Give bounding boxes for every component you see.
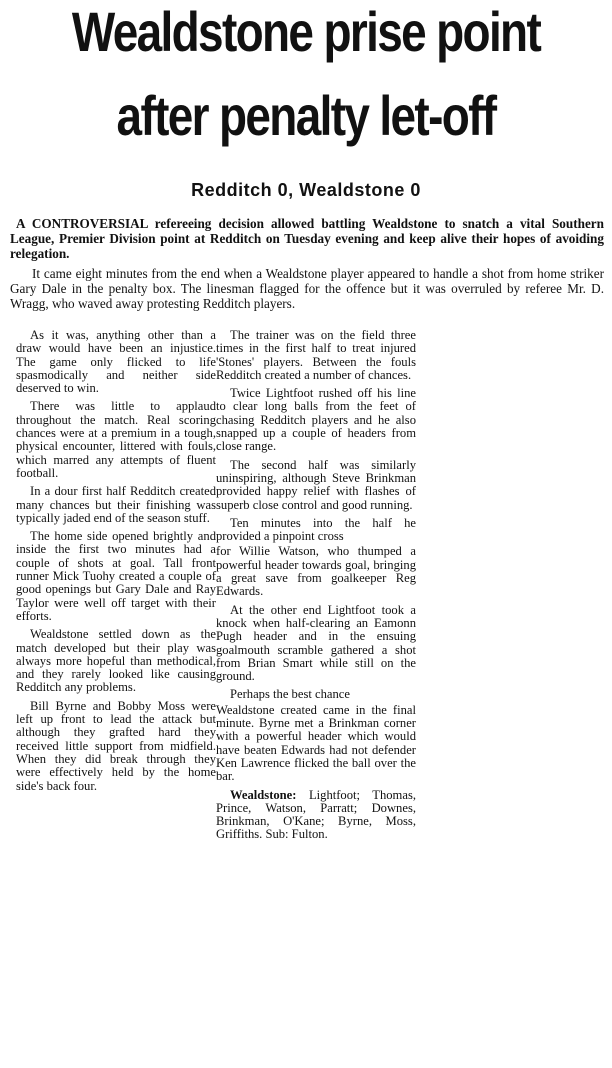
- column-paragraph: Wealdstone settled down as the match developed but their play was always more hopeful than methodical, and they rarely looked like causing Redditch any problems.: [16, 627, 216, 695]
- column-paragraph: Perhaps the best chance: [230, 687, 350, 702]
- column-paragraph: The second half was similarly uninspiring, although Steve Brinkman provided happy relief with flashes of superb close control and good running.: [216, 457, 416, 512]
- column-paragraph: The trainer was on the field three times in the first half to treat injured 'Stones' players. Between the fouls Redditch created a number of chances.: [216, 328, 416, 382]
- column-paragraph: Bill Byrne and Bobby Moss were left up front to lead the attack but although they grafted hard they received little support from midfield. When they did break through they were effectively held by the home side's back four.: [16, 698, 216, 793]
- headline-line-1: Wealdstone prise point: [71, 0, 541, 63]
- lineup-players: Lightfoot; Thomas, Prince, Watson, Parratt; Downes, Brinkman, O'Kane; Byrne, Moss, Griffiths. Sub: Fulton.: [216, 787, 416, 842]
- column-paragraph: for Willie Watson, who thumped a powerful header towards goal, bringing a great save from goalkeeper Reg Edwards.: [216, 544, 416, 599]
- column-paragraph: There was little to applaud throughout the match. Real scoring chances were at a premium in a tough, physical encounter, littered with fouls, which marred any attempts of fluent football.: [16, 399, 216, 480]
- article-column-2: [216, 329, 416, 847]
- headline-line-2: after penalty let-off: [116, 84, 496, 147]
- column-paragraph: As it was, anything other than a draw would have been an injustice. The game only flicked to life spasmodically and neither side deserved to win.: [16, 328, 216, 396]
- column-paragraph: The home side opened brightly and inside the first two minutes had a couple of shots at goal. Tall front runner Mick Tuohy created a couple of good openings but Gary Dale and Ray Taylor were well off target with their efforts.: [16, 529, 216, 623]
- intro-paragraph: It came eight minutes from the end when a Wealdstone player appeared to handle a shot from home striker Gary Dale in the penalty box. The linesman flagged for the offence but it was overruled by referee Mr. D. Wragg, who waved away protesting Redditch players.: [10, 266, 604, 311]
- column-paragraph: At the other end Lightfoot took a knock when half-clearing an Eamonn Pugh header and in the ensuing goalmouth scramble gathered a shot from Brian Smart while still on the ground.: [216, 602, 416, 684]
- article-column-1: [16, 329, 216, 798]
- score-subheadline: Redditch 0, Wealdstone 0: [191, 180, 421, 200]
- team-lineup: [216, 789, 416, 842]
- column-paragraph: Twice Lightfoot rushed off his line to clear long balls from the feet of chasing Redditch players and he also snapped up a couple of headers from close range.: [216, 386, 416, 454]
- lineup-label: Wealdstone:: [230, 787, 297, 802]
- lead-paragraph: A CONTROVERSIAL refereeing decision allowed battling Wealdstone to snatch a vital Southern League, Premier Division point at Redditch on Tuesday evening and keep alive their hopes of avoiding relegation.: [10, 216, 604, 261]
- column-paragraph: Ten minutes into the half he provided a pinpoint cross: [216, 515, 416, 544]
- column-paragraph: Wealdstone created came in the final minute. Byrne met a Brinkman corner with a powerful header which would have beaten Edwards had not defender Ken Lawrence flicked the ball over the bar.: [216, 702, 416, 784]
- column-paragraph: In a dour first half Redditch created many chances but their finishing was typically jaded end of the season stuff.: [16, 484, 216, 525]
